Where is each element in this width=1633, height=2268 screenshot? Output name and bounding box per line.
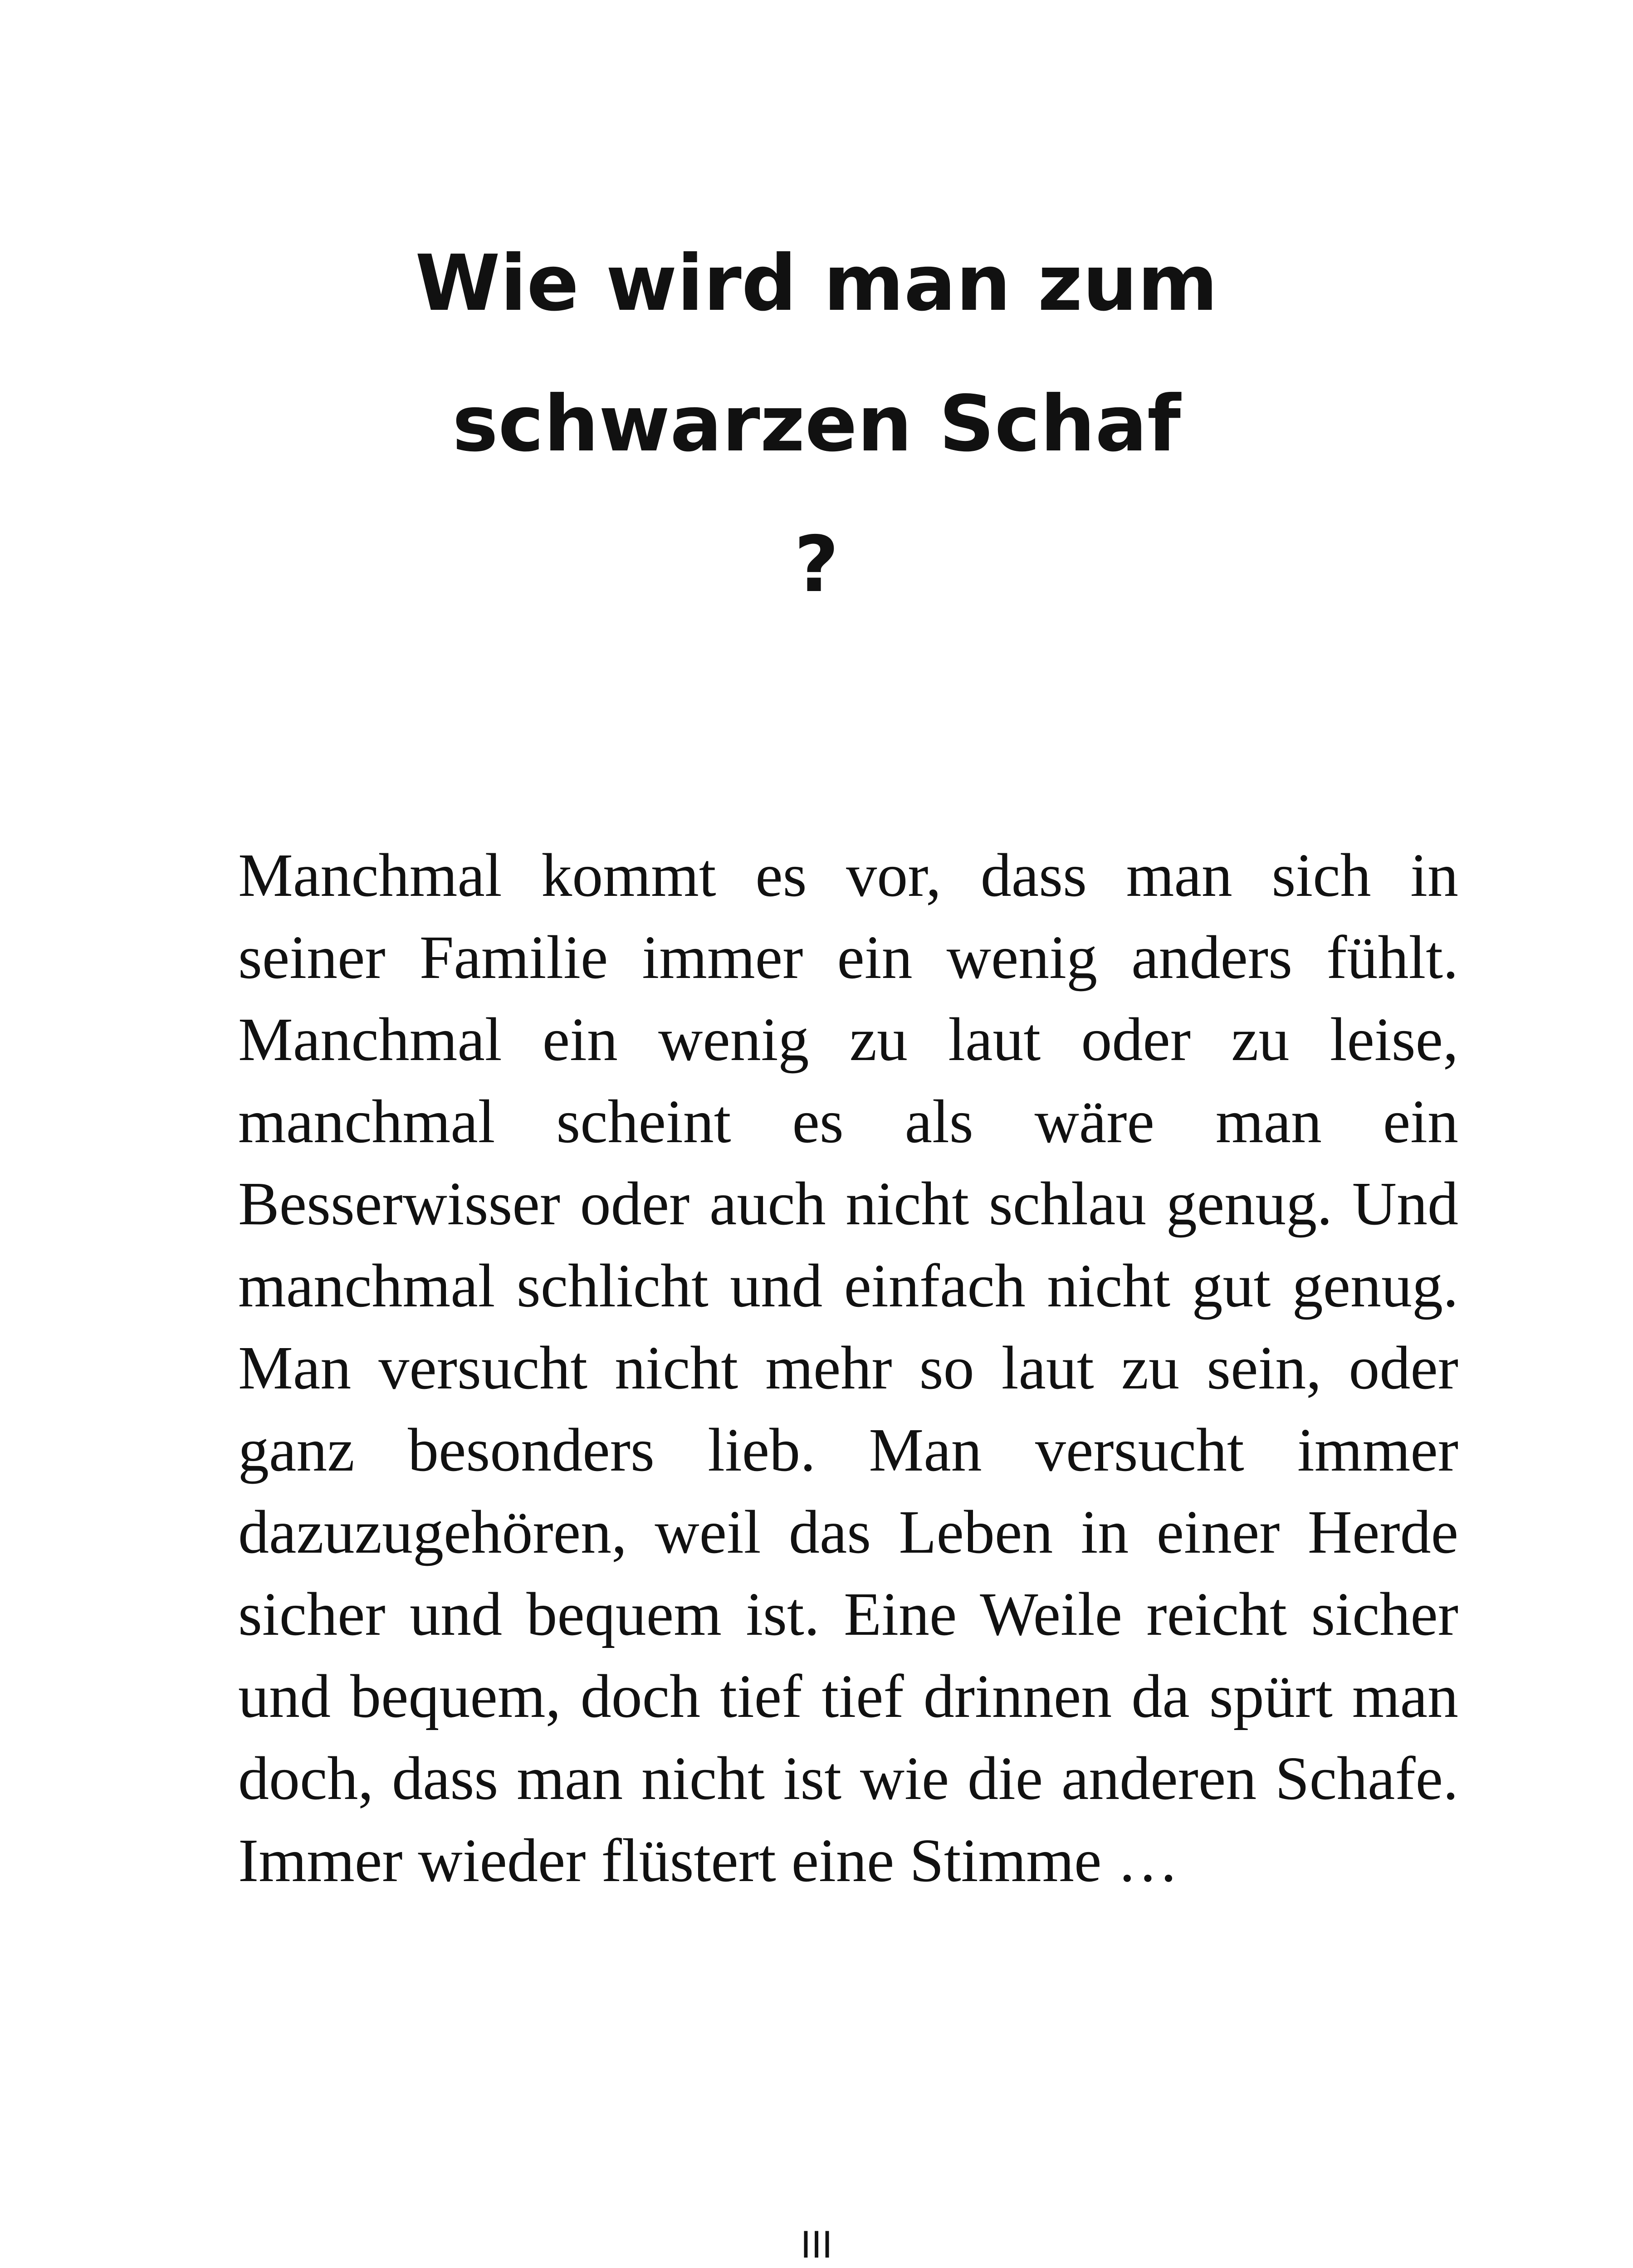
text-line: Besserwisser oder auch nicht schlau genug. Und	[238, 1170, 1458, 1238]
text-line: ganz besonders lieb. Man versucht immer	[238, 1416, 1458, 1484]
text-line: Manchmal ein wenig zu laut oder zu leise,	[238, 1006, 1458, 1074]
text-line: Manchmal kommt es vor, dass man sich in	[238, 841, 1458, 909]
text-line: manchmal schlicht und einfach nicht gut genug.	[238, 1252, 1458, 1320]
title-line: Wie wird man zum	[415, 239, 1218, 328]
title-question-mark: ?	[794, 520, 839, 610]
title-line: schwarzen Schaf	[452, 379, 1181, 469]
text-line: Immer wieder flüstert eine Stimme …	[238, 1827, 1179, 1895]
page-number: III	[800, 2224, 833, 2266]
text-line: dazuzugehören, weil das Leben in einer Herde	[238, 1498, 1458, 1566]
text-line: Man versucht nicht mehr so laut zu sein, oder	[238, 1334, 1458, 1402]
text-line: seiner Familie immer ein wenig anders fühlt.	[238, 924, 1458, 992]
text-line: und bequem, doch tief tief drinnen da spürt man	[238, 1662, 1458, 1730]
page-title	[0, 213, 1633, 635]
text-line: doch, dass man nicht ist wie die anderen Schafe.	[238, 1745, 1458, 1813]
body-paragraph	[238, 835, 1458, 1902]
text-line: sicher und bequem ist. Eine Weile reicht sicher	[238, 1580, 1458, 1648]
text-line: manchmal scheint es als wäre man ein	[238, 1088, 1458, 1156]
